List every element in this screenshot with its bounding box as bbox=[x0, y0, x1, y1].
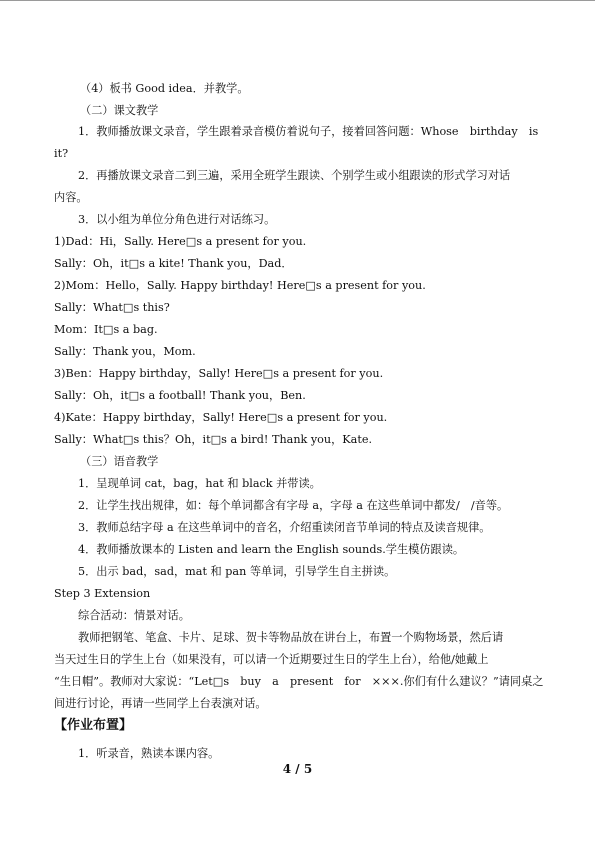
text-line: （4）板书 Good idea．并教学。 bbox=[80, 82, 249, 95]
dialogue-line: Sally：Oh，it□s a kite! Thank you，Dad． bbox=[54, 257, 293, 270]
text-line: 当天过生日的学生上台（如果没有，可以请一个近期要过生日的学生上台），给他/她戴上 bbox=[54, 653, 489, 666]
dialogue-line: Sally：What□s this？Oh，it□s a bird! Thank you，Kate. bbox=[54, 433, 373, 446]
homework-heading: 【作业布置】 bbox=[54, 718, 133, 733]
text-line: 1．教师播放课文录音，学生跟着录音模仿着说句子，接着回答问题：Whose birthday is bbox=[78, 125, 539, 138]
dialogue-line: Sally：Thank you，Mom. bbox=[54, 345, 196, 358]
section-heading-phonics: （三）语音教学 bbox=[80, 455, 159, 468]
text-line: 4．教师播放课本的 Listen and learn the English sounds.学生模仿跟读。 bbox=[78, 543, 465, 556]
dialogue-line: 2)Mom：Hello，Sally. Happy birthday! Here□s a present for you. bbox=[54, 279, 426, 292]
text-line: 教师把钢笔、笔盒、卡片、足球、贺卡等物品放在讲台上，布置一个购物场景，然后请 bbox=[78, 631, 504, 644]
text-line: 2．让学生找出规律，如：每个单词都含有字母 a，字母 a 在这些单词中都发/ /音等。 bbox=[78, 499, 509, 512]
text-line: 3．以小组为单位分角色进行对话练习。 bbox=[78, 213, 276, 226]
text-line: 1．听录音，熟读本课内容。 bbox=[78, 747, 220, 760]
dialogue-line: 1)Dad：Hi，Sally. Here□s a present for you. bbox=[54, 235, 307, 248]
text-line: “生日帽”。教师对大家说：“Let□s buy a present for ×××.你们有什么建议？”请同桌之 bbox=[54, 675, 544, 688]
step-heading-extension: Step 3 Extension bbox=[54, 587, 151, 600]
dialogue-line: Sally：Oh，it□s a football! Thank you，Ben. bbox=[54, 389, 306, 402]
text-line: 内容。 bbox=[54, 191, 88, 204]
text-line: 3．教师总结字母 a 在这些单词中的音名，介绍重读闭音节单词的特点及读音规律。 bbox=[78, 521, 491, 534]
text-line: 2．再播放课文录音二到三遍，采用全班学生跟读、个别学生或小组跟读的形式学习对话 bbox=[78, 169, 511, 182]
dialogue-line: Mom：It□s a bag. bbox=[54, 323, 158, 336]
text-line: 间进行讨论，再请一些同学上台表演对话。 bbox=[54, 697, 267, 710]
page-number: 4 / 5 bbox=[282, 762, 313, 776]
dialogue-line: Sally：What□s this? bbox=[54, 301, 170, 314]
section-heading-text-teaching: （二）课文教学 bbox=[80, 104, 159, 117]
text-line: 5．出示 bad，sad，mat 和 pan 等单词，引导学生自主拼读。 bbox=[78, 565, 396, 578]
text-line: it? bbox=[54, 147, 69, 160]
dialogue-line: 4)Kate：Happy birthday，Sally! Here□s a present for you. bbox=[54, 411, 388, 424]
text-line: 综合活动：情景对话。 bbox=[78, 609, 190, 622]
dialogue-line: 3)Ben：Happy birthday，Sally! Here□s a present for you. bbox=[54, 367, 384, 380]
top-border bbox=[0, 0, 595, 1]
text-line: 1．呈现单词 cat，bag，hat 和 black 并带读。 bbox=[78, 477, 321, 490]
